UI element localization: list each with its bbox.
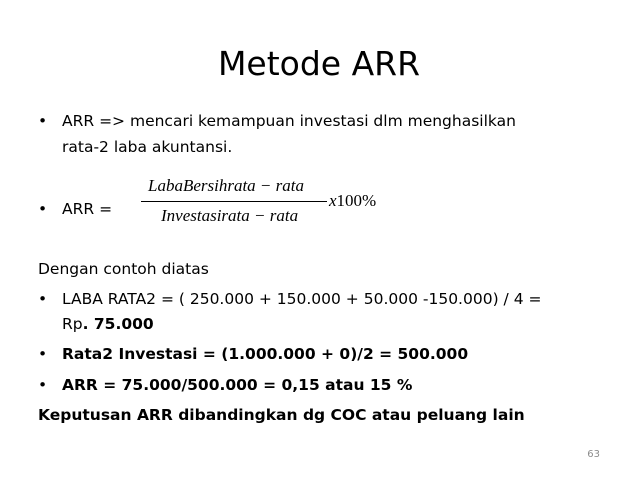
- laba-amount: . 75.000: [82, 315, 154, 333]
- formula-numerator: LabaBersihrata − rata: [148, 176, 304, 195]
- formula-percent: [329, 191, 376, 211]
- laba-line-2: [62, 313, 154, 335]
- formula-label: ARR =: [62, 200, 113, 218]
- definition-line-2: rata-2 laba akuntansi.: [62, 138, 233, 156]
- bullet-marker: •: [38, 290, 48, 308]
- slide-title: Metode ARR: [217, 44, 421, 83]
- bullet-marker: •: [38, 200, 48, 218]
- page-number: 63: [587, 449, 600, 460]
- investasi-line: Rata2 Investasi = (1.000.000 + 0)/2 = 500.000: [62, 345, 469, 363]
- laba-line-1: LABA RATA2 = ( 250.000 + 150.000 + 50.000 -150.000) / 4 =: [62, 290, 542, 308]
- laba-rp-prefix: Rp: [62, 315, 83, 333]
- formula-percent-value: 100%: [336, 191, 377, 210]
- arr-result-line: ARR = 75.000/500.000 = 0,15 atau 15 %: [62, 376, 413, 394]
- example-intro: Dengan contoh diatas: [38, 260, 209, 278]
- bullet-marker: •: [38, 376, 48, 394]
- bullet-marker: •: [38, 112, 48, 130]
- fraction-bar: [141, 201, 327, 202]
- formula-x: x: [329, 191, 337, 210]
- definition-line-1: ARR => mencari kemampuan investasi dlm menghasilkan: [62, 112, 516, 130]
- formula-denominator: Investasirata − rata: [161, 206, 299, 225]
- decision-line: Keputusan ARR dibandingkan dg COC atau peluang lain: [38, 406, 525, 424]
- bullet-marker: •: [38, 345, 48, 363]
